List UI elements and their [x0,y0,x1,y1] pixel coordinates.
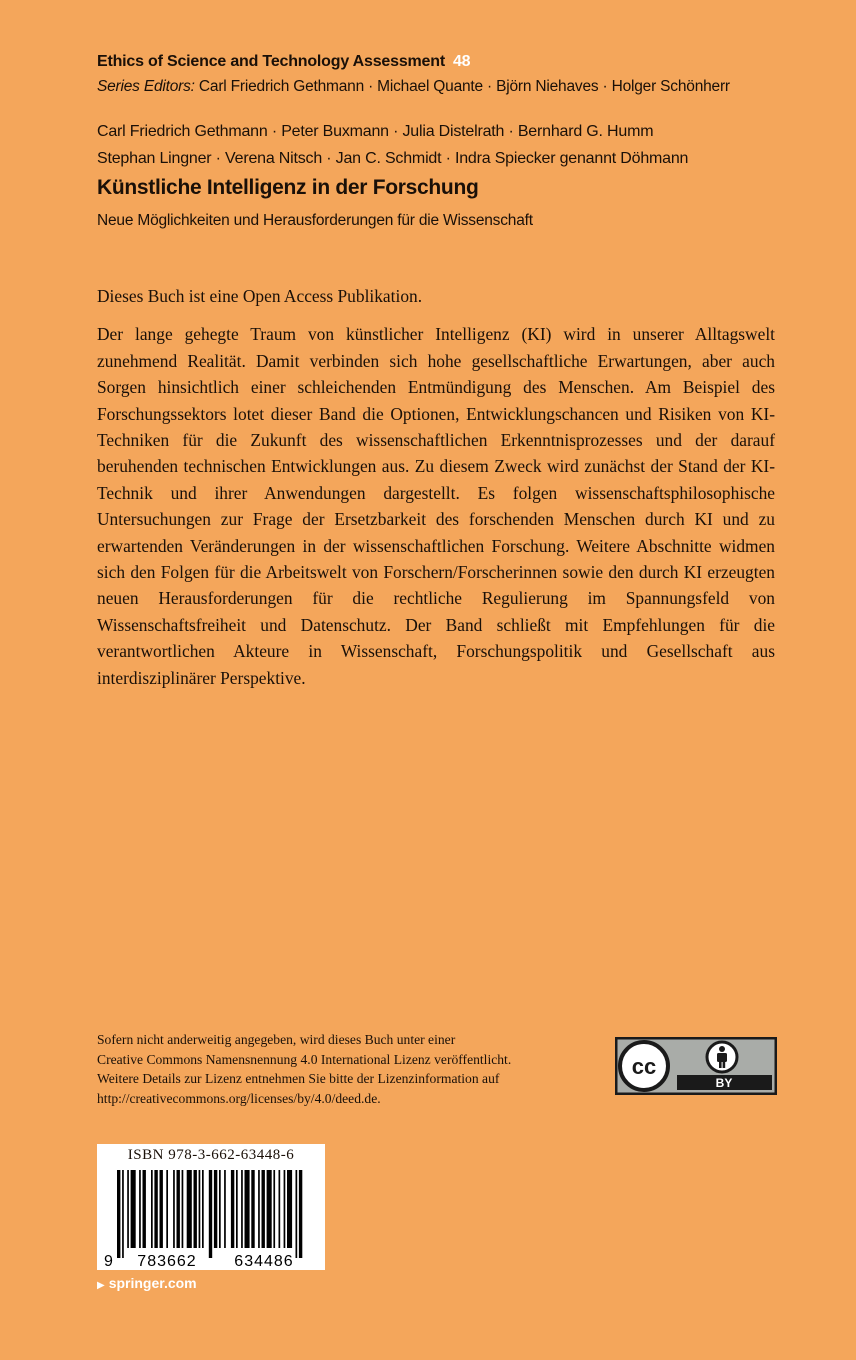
barcode-graphic [97,1144,325,1270]
open-access-note: Dieses Buch ist eine Open Access Publikation. [97,286,423,306]
barcode-bar [273,1170,275,1248]
barcode-bar [151,1170,153,1248]
barcode-bar [267,1170,272,1248]
barcode-digit-group-2: 634486 [234,1253,294,1270]
barcode-bar [287,1170,292,1248]
barcode-bar [143,1170,146,1248]
series-title-line [97,50,797,74]
license-url[interactable]: http://creativecommons.org/licenses/by/4.0/deed.de. [97,1090,381,1106]
series-header [97,50,797,100]
barcode-bar [166,1170,168,1248]
barcode-bar [241,1170,243,1248]
series-title: Ethics of Science and Technology Assessment [97,53,445,70]
authors-line-1: Carl Friedrich Gethmann · Peter Buxmann · Julia Distelrath · Bernhard G. Humm [97,123,654,140]
barcode-bar [224,1170,226,1248]
barcode-bar [258,1170,260,1248]
series-editors-label: Series Editors: [97,78,195,95]
series-editors-line [97,74,797,100]
barcode-bar [182,1170,184,1248]
barcode-bar [139,1170,141,1248]
barcode-bar [299,1170,302,1258]
authors-line-2: Stephan Lingner · Verena Nitsch · Jan C. Schmidt · Indra Spiecker genannt Döhmann [97,150,689,167]
barcode-bar [202,1170,204,1248]
barcode-bar [245,1170,250,1248]
cc-by-license-badge [615,1037,777,1095]
authors-block [97,118,797,172]
license-line-3: Weitere Details zur Lizenz entnehmen Sie bitte der Lizenzinformation auf [97,1071,500,1086]
barcode-bar [209,1170,212,1258]
license-notice [97,1030,607,1108]
publisher-url: springer.com [108,1275,197,1291]
barcode-bar [236,1170,238,1248]
barcode-bars [117,1170,302,1258]
arrow-right-icon: ▶ [97,1280,105,1291]
barcode-bar [214,1170,217,1248]
isbn-label: ISBN 978-3-662-63448-6 [127,1147,295,1163]
barcode-bar [284,1170,286,1248]
barcode-bar [173,1170,175,1248]
barcode-bar [199,1170,201,1248]
barcode-bar [131,1170,136,1248]
isbn-barcode [97,1144,325,1270]
barcode-bar [279,1170,281,1248]
barcode-bar [296,1170,298,1258]
license-line-1: Sofern nicht anderweitig angegeben, wird dieses Buch unter einer [97,1032,456,1047]
barcode-bar [154,1170,157,1248]
series-number: 48 [452,53,471,70]
barcode-bar [177,1170,180,1248]
blurb [97,283,775,691]
barcode-bar [231,1170,234,1248]
license-line-2: Creative Commons Namensnennung 4.0 International Lizenz veröffentlicht. [97,1051,512,1067]
barcode-digit-group-1: 783662 [137,1253,197,1270]
book-title: Künstliche Intelligenz in der Forschung [97,176,479,199]
publisher-link[interactable] [97,1275,197,1291]
barcode-bar [194,1170,197,1248]
barcode-bar [219,1170,221,1248]
barcode-bar [117,1170,120,1258]
barcode-bar [160,1170,163,1248]
barcode-bar [187,1170,192,1248]
series-editors-names: Carl Friedrich Gethmann · Michael Quante · Björn Niehaves · Holger Schönherr [198,78,730,95]
barcode-bar [122,1170,124,1258]
by-label: BY [715,1076,733,1090]
barcode-first-digit: 9 [104,1253,113,1270]
blurb-body: Der lange gehegte Traum von künstlicher Intelligenz (KI) wird in unserer Alltagswelt zunehmend Realität. Damit verbinden sich hohe gesellschaftliche Erwartungen, aber auch Sorgen hinsichtlich einer schleichenden Entmündigung des Menschen. Am Beispiel des Forschungssektors lotet dieser Band die Optionen, Entwicklungschancen und Risiken von KI-Techniken für die Zukunft des wissenschaftlichen Erkenntnisprozesses und der darauf beruhenden technischen Entwicklungen aus. Zu diesem Zweck wird zunächst der Stand der KI-Technik und ihrer Anwendungen dargestellt. Es folgen wissenschaftsphilosophische Untersuchungen zur Frage der Ersetzbarkeit des forschenden Menschen durch KI und zu erwartenden Veränderungen in der wissenschaftlichen Forschung. Weitere Abschnitte widmen sich den Folgen für die Arbeitswelt von Forschern/Forscherinnen sowie den durch KI erzeugten neuen Herausforderungen für die rechtliche Regulierung im Spannungsfeld von Wissenschaftsfreiheit und Datenschutz. Der Band schließt mit Empfehlungen für die verantwortlichen Akteure in Wissenschaft, Forschungspolitik und Gesellschaft aus interdisziplinärer Perspektive. [97,324,775,688]
barcode-bar [262,1170,265,1248]
book-subtitle: Neue Möglichkeiten und Herausforderungen für die Wissenschaft [97,212,533,229]
barcode-bar [127,1170,129,1248]
cc-label: cc [631,1054,657,1079]
barcode-bar [251,1170,254,1248]
